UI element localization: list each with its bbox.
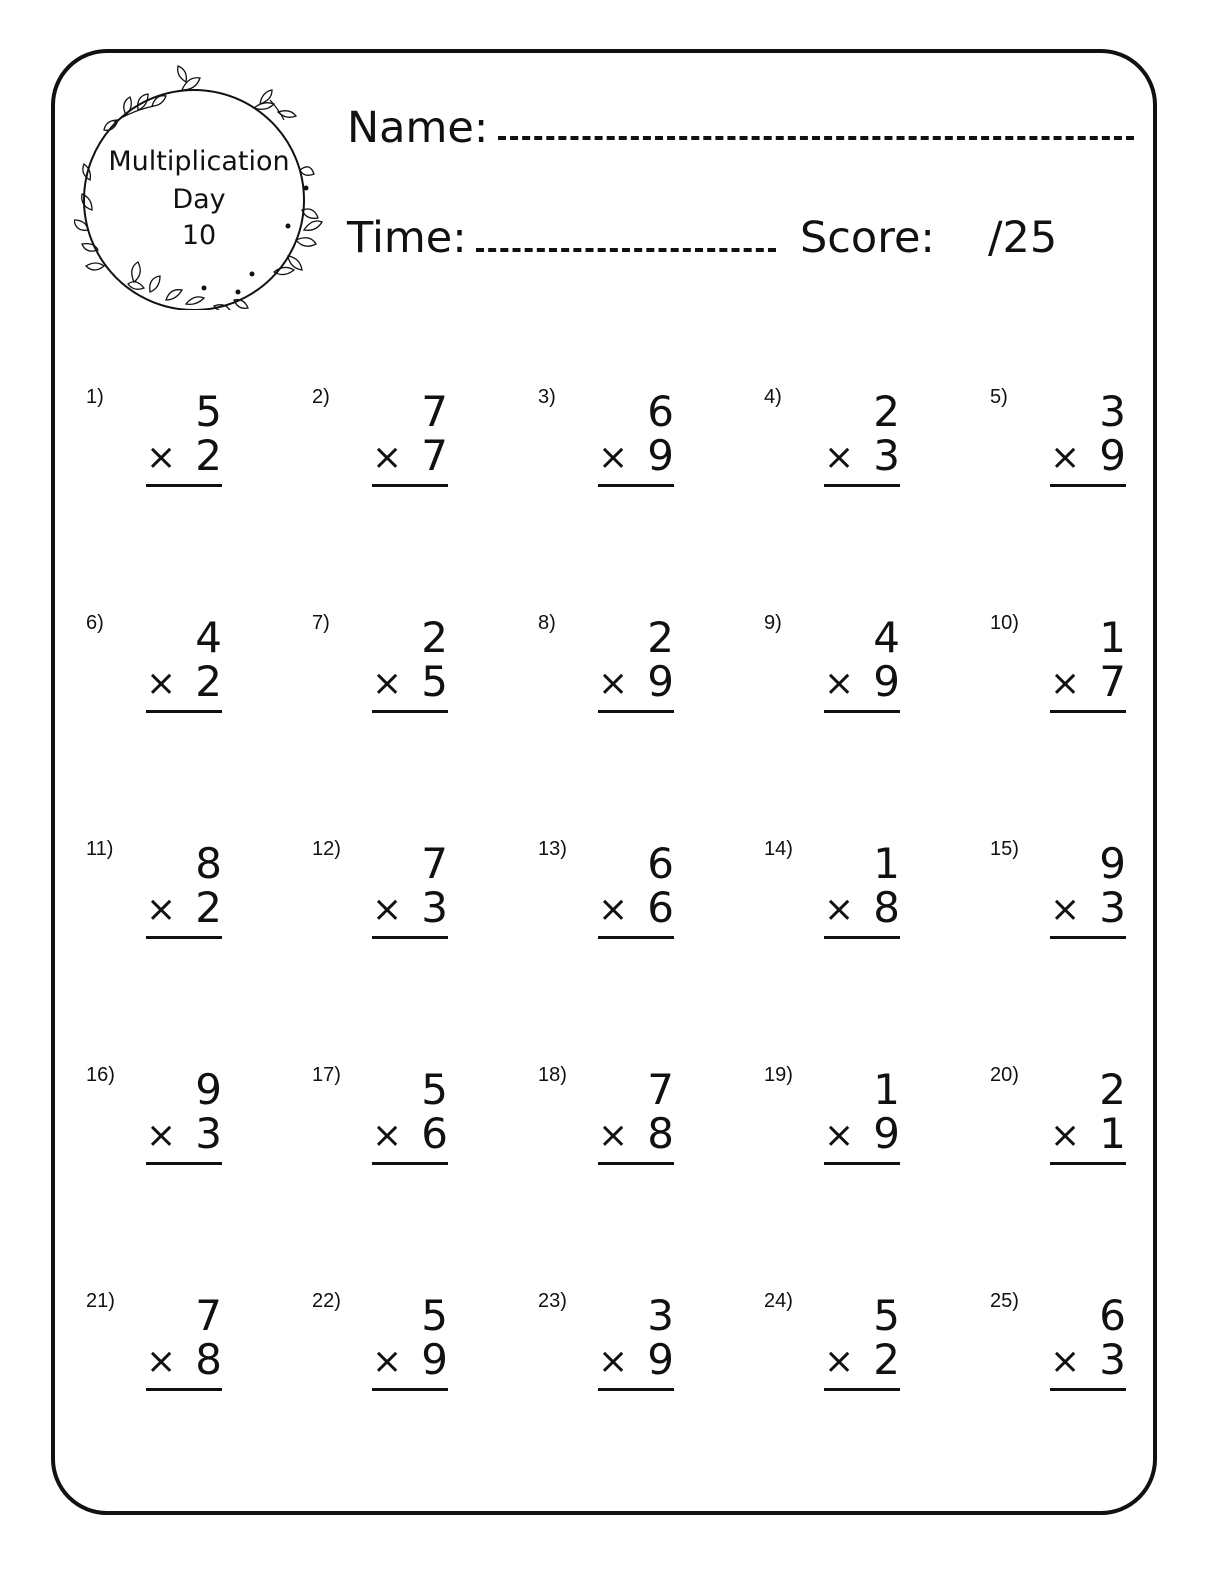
problem-18: [538, 1063, 758, 1193]
answer-line[interactable]: [824, 1388, 900, 1391]
multiplier: 3: [195, 1109, 222, 1158]
problem-2: [312, 385, 532, 515]
times-sign: ×: [1050, 437, 1081, 478]
problem-13: [538, 837, 758, 967]
multiplicand: 2: [1099, 1065, 1126, 1114]
multiplier: 2: [195, 657, 222, 706]
score-label: Score:: [800, 213, 935, 263]
times-sign: ×: [1050, 663, 1081, 704]
answer-line[interactable]: [372, 1388, 448, 1391]
times-sign: ×: [146, 437, 177, 478]
multiplicand: 7: [647, 1065, 674, 1114]
multiplicand: 7: [195, 1291, 222, 1340]
problem-number: 16): [86, 1064, 115, 1086]
multiplier: 9: [873, 1109, 900, 1158]
times-sign: ×: [824, 1341, 855, 1382]
times-sign: ×: [372, 889, 403, 930]
problem-number: 5): [990, 386, 1008, 408]
time-field[interactable]: [476, 248, 776, 252]
times-sign: ×: [598, 663, 629, 704]
problem-6: [86, 611, 306, 741]
problem-number: 23): [538, 1290, 567, 1312]
problem-number: 24): [764, 1290, 793, 1312]
problem-11: [86, 837, 306, 967]
problem-number: 6): [86, 612, 104, 634]
answer-line[interactable]: [824, 936, 900, 939]
answer-line[interactable]: [1050, 936, 1126, 939]
problem-24: [764, 1289, 984, 1419]
multiplier: 7: [1099, 657, 1126, 706]
problem-number: 10): [990, 612, 1019, 634]
times-sign: ×: [598, 889, 629, 930]
multiplicand: 5: [195, 387, 222, 436]
problem-7: [312, 611, 532, 741]
multiplicand: 5: [421, 1065, 448, 1114]
multiplier: 3: [1099, 883, 1126, 932]
wreath-badge: [74, 60, 324, 310]
multiplier: 2: [195, 431, 222, 480]
score-total: /25: [988, 213, 1058, 263]
multiplicand: 2: [421, 613, 448, 662]
times-sign: ×: [1050, 889, 1081, 930]
multiplier: 2: [195, 883, 222, 932]
day-number: 10: [181, 220, 217, 251]
multiplicand: 7: [421, 839, 448, 888]
multiplier: 9: [421, 1335, 448, 1384]
multiplier: 3: [1099, 1335, 1126, 1384]
answer-line[interactable]: [824, 710, 900, 713]
multiplicand: 1: [873, 1065, 900, 1114]
name-field[interactable]: [498, 136, 1134, 140]
multiplier: 3: [873, 431, 900, 480]
problem-number: 4): [764, 386, 782, 408]
problem-17: [312, 1063, 532, 1193]
problem-1: [86, 385, 306, 515]
answer-line[interactable]: [1050, 1162, 1126, 1165]
multiplicand: 2: [647, 613, 674, 662]
answer-line[interactable]: [146, 1388, 222, 1391]
worksheet-title: Multiplication: [108, 146, 290, 177]
times-sign: ×: [372, 1341, 403, 1382]
problem-22: [312, 1289, 532, 1419]
times-sign: ×: [824, 663, 855, 704]
multiplier: 9: [647, 1335, 674, 1384]
problem-23: [538, 1289, 758, 1419]
problem-12: [312, 837, 532, 967]
times-sign: ×: [824, 437, 855, 478]
answer-line[interactable]: [598, 936, 674, 939]
multiplicand: 2: [873, 387, 900, 436]
problem-5: [990, 385, 1210, 515]
times-sign: ×: [824, 889, 855, 930]
multiplier: 9: [647, 657, 674, 706]
times-sign: ×: [146, 889, 177, 930]
problem-10: [990, 611, 1210, 741]
multiplicand: 9: [1099, 839, 1126, 888]
answer-line[interactable]: [146, 484, 222, 487]
multiplier: 8: [647, 1109, 674, 1158]
multiplier: 6: [647, 883, 674, 932]
multiplicand: 9: [195, 1065, 222, 1114]
answer-line[interactable]: [372, 1162, 448, 1165]
problem-number: 20): [990, 1064, 1019, 1086]
problem-9: [764, 611, 984, 741]
problem-25: [990, 1289, 1210, 1419]
problem-number: 22): [312, 1290, 341, 1312]
multiplier: 9: [647, 431, 674, 480]
name-label: Name:: [347, 103, 489, 153]
problem-3: [538, 385, 758, 515]
problem-number: 9): [764, 612, 782, 634]
times-sign: ×: [598, 437, 629, 478]
times-sign: ×: [372, 1115, 403, 1156]
answer-line[interactable]: [1050, 484, 1126, 487]
answer-line[interactable]: [1050, 710, 1126, 713]
times-sign: ×: [372, 663, 403, 704]
multiplier: 3: [421, 883, 448, 932]
times-sign: ×: [146, 1341, 177, 1382]
problem-number: 11): [86, 838, 114, 860]
problem-14: [764, 837, 984, 967]
answer-line[interactable]: [146, 710, 222, 713]
multiplicand: 1: [873, 839, 900, 888]
problem-number: 8): [538, 612, 556, 634]
answer-line[interactable]: [824, 1162, 900, 1165]
multiplier: 2: [873, 1335, 900, 1384]
answer-line[interactable]: [146, 1162, 222, 1165]
multiplier: 8: [873, 883, 900, 932]
answer-line[interactable]: [1050, 1388, 1126, 1391]
multiplier: 8: [195, 1335, 222, 1384]
multiplier: 9: [1099, 431, 1126, 480]
answer-line[interactable]: [146, 936, 222, 939]
times-sign: ×: [372, 437, 403, 478]
multiplicand: 5: [421, 1291, 448, 1340]
problem-21: [86, 1289, 306, 1419]
problem-4: [764, 385, 984, 515]
problem-number: 13): [538, 838, 567, 860]
problem-number: 17): [312, 1064, 341, 1086]
problem-number: 25): [990, 1290, 1019, 1312]
multiplicand: 6: [647, 839, 674, 888]
multiplicand: 6: [647, 387, 674, 436]
problem-number: 12): [312, 838, 341, 860]
time-label: Time:: [347, 213, 467, 263]
multiplicand: 4: [195, 613, 222, 662]
times-sign: ×: [1050, 1341, 1081, 1382]
problem-8: [538, 611, 758, 741]
answer-line[interactable]: [824, 484, 900, 487]
problem-number: 1): [86, 386, 104, 408]
problem-number: 19): [764, 1064, 793, 1086]
answer-line[interactable]: [598, 710, 674, 713]
multiplicand: 5: [873, 1291, 900, 1340]
problem-16: [86, 1063, 306, 1193]
multiplier: 7: [421, 431, 448, 480]
multiplier: 1: [1099, 1109, 1126, 1158]
problem-number: 18): [538, 1064, 567, 1086]
problem-number: 3): [538, 386, 556, 408]
answer-line[interactable]: [372, 484, 448, 487]
multiplicand: 6: [1099, 1291, 1126, 1340]
multiplicand: 3: [647, 1291, 674, 1340]
problem-19: [764, 1063, 984, 1193]
times-sign: ×: [824, 1115, 855, 1156]
problem-number: 14): [764, 838, 793, 860]
times-sign: ×: [1050, 1115, 1081, 1156]
problem-number: 7): [312, 612, 330, 634]
answer-line[interactable]: [598, 1162, 674, 1165]
multiplier: 5: [421, 657, 448, 706]
problem-20: [990, 1063, 1210, 1193]
multiplicand: 8: [195, 839, 222, 888]
multiplicand: 4: [873, 613, 900, 662]
day-label: Day: [172, 184, 226, 215]
multiplicand: 7: [421, 387, 448, 436]
multiplicand: 3: [1099, 387, 1126, 436]
times-sign: ×: [598, 1341, 629, 1382]
problem-number: 2): [312, 386, 330, 408]
times-sign: ×: [598, 1115, 629, 1156]
times-sign: ×: [146, 663, 177, 704]
multiplicand: 1: [1099, 613, 1126, 662]
answer-line[interactable]: [598, 484, 674, 487]
multiplier: 6: [421, 1109, 448, 1158]
problem-number: 15): [990, 838, 1019, 860]
times-sign: ×: [146, 1115, 177, 1156]
answer-line[interactable]: [372, 936, 448, 939]
problem-number: 21): [86, 1290, 115, 1312]
answer-line[interactable]: [372, 710, 448, 713]
multiplier: 9: [873, 657, 900, 706]
problem-15: [990, 837, 1210, 967]
answer-line[interactable]: [598, 1388, 674, 1391]
